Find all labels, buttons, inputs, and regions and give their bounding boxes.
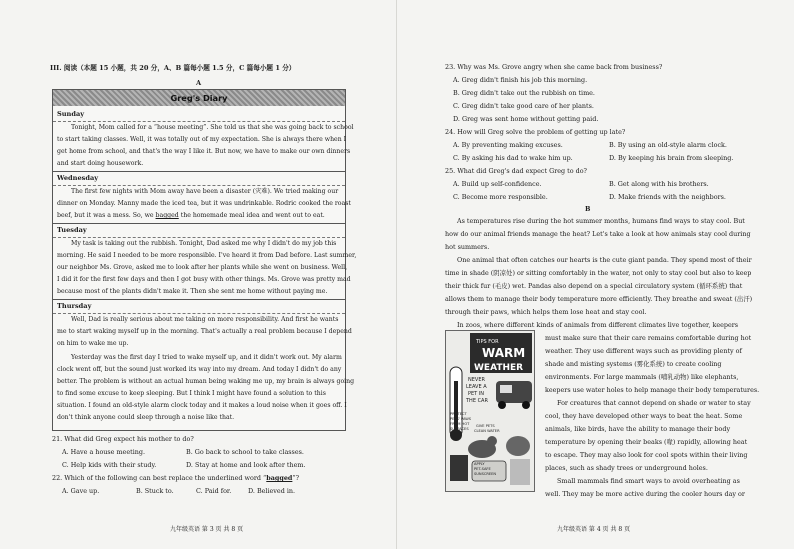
fan-icon [510,459,530,485]
diary-line: dinner on Monday. Manny made the iced tea, but it was undrinkable. Rodric cooked the roast [57,200,351,207]
passage-a-label: A [195,79,202,87]
passage-b-wrap-line: temperature by opening their beaks (喙) rapidly, allowing heat [545,438,748,446]
diary-day-sunday: Sunday [57,110,85,118]
poster-note2: LEAVE A [466,384,487,390]
option-22b[interactable]: B. Stuck to. [136,487,174,495]
option-23b[interactable]: B. Greg didn't take out the rubbish on time. [453,89,595,97]
divider [53,185,345,186]
poster-note8: SURFACES [450,427,469,431]
diary-line: clock went off, but the sound just worked its way into my dream. And today I didn't do any [57,366,342,373]
divider [53,237,345,238]
poster-line1: TIPS FOR [476,339,499,345]
option-23a[interactable]: A. Greg didn't finish his job this morning. [453,76,588,84]
diary-line: The first few nights with Mom away have been a disaster (灾难). We tried making our [71,188,339,195]
diary-day-tuesday: Tuesday [57,226,87,234]
passage-b-wrap-line: Small mammals find smart ways to avoid overheating as [557,477,740,485]
option-25c[interactable]: C. Become more responsible. [453,193,548,201]
diary-title: Greg's Diary [170,93,228,103]
option-22a[interactable]: A. Gave up. [62,487,100,495]
diary-title-bar [53,90,345,106]
gregs-diary-box [52,89,357,431]
diary-line: better. The problem is without an actual human being waking me up, my brain is always going [57,378,355,385]
poster-note1: NEVER [468,377,485,383]
underlined-word: bagged [155,212,179,219]
passage-b-line: how do our animal friends manage the heat? Let's take a look at how animals stay cool during [445,230,751,238]
poster-note10: CLEAN WATER [474,429,500,433]
passage-b-line: hot summers. [445,243,490,251]
diary-day-wednesday: Wednesday [57,174,99,182]
passage-b-line: time in shade (阴凉处) or sitting comfortably in the water, not only to stay cool but also to keep [445,269,752,277]
diary-line: and start doing housework. [57,160,144,167]
question-24: 24. How will Greg solve the problem of getting up late? [445,128,626,136]
passage-b-wrap-line: environments. For large mammals (哺乳动物) like elephants, [545,373,739,381]
passage-b-wrap-line: places, such as shady trees or underground holes. [545,464,708,472]
poster-illustration [446,331,534,491]
poster-note13: SUNSCREEN [474,472,497,476]
diary-line-bagged [57,212,325,220]
poster-line2: WARM [482,346,526,360]
divider [53,121,345,122]
option-25d[interactable]: D. Make friends with the neighbors. [609,193,726,201]
passage-b-line: their thick fur (毛皮) wet. Pandas also depend on a special circulatory system (循环系统) that [445,282,743,290]
diary-line: on him to wake me up. [57,340,129,347]
diary-line: to start taking classes. Well, it was totally out of my expectation. She is always there when I [57,136,347,143]
underlined-word: bagged [266,474,293,482]
warm-weather-poster [445,330,535,492]
passage-b-line: through their paws, which helps them lose heat and stay cool. [445,308,647,316]
option-21d[interactable]: D. Stay at home and look after them. [186,461,306,469]
diary-day-thursday: Thursday [57,302,92,310]
diary-line: because most of the plants didn't make it. Then she sent me home without paying me. [57,288,328,295]
text-span: beef, but it was a mess. So, we [57,212,156,219]
passage-b-wrap-line: to escape. They may also look for cool spots within their living [545,451,748,459]
option-21a[interactable]: A. Have a house meeting. [62,448,145,456]
option-22d[interactable]: D. Believed in. [248,487,296,495]
question-22 [52,474,299,482]
passage-b-line: As temperatures rise during the hot summer months, humans find ways to stay cool. But [457,217,745,225]
diary-line: me to start waking myself up in the morning. That's actually a real problem because I depend [57,328,352,335]
passage-b-wrap-line: keepers use water holes to help manage their body temperatures. [545,386,760,394]
passage-b-label: B [585,205,591,213]
option-22c[interactable]: C. Paid for. [196,487,232,495]
passage-b-line: One animal that often catches our hearts is the cute giant panda. They spend most of their [457,256,752,264]
cat-icon [506,436,530,456]
diary-line: don't think anyone could sleep through a noise like that. [57,414,235,421]
divider [53,299,345,300]
poster-note6: PETS' PAWS [450,417,472,421]
option-21b[interactable]: B. Go back to school to take classes. [186,448,304,456]
diary-line: situation. I found an old-style alarm clock today and it makes a loud noise when it goes off. I [57,402,347,409]
option-21c[interactable]: C. Help kids with their study. [62,461,157,469]
poster-note4: THE CAR [466,398,488,404]
option-23c[interactable]: C. Greg didn't take good care of her plants. [453,102,594,110]
question-23: 23. Why was Ms. Grove angry when she came back from business? [445,63,663,71]
option-24a[interactable]: A. By preventing making excuses. [453,141,563,149]
diary-line: Well, Dad is really serious about me taking on more responsibility. And first he wants [71,316,339,323]
passage-b-wrap-line: For creatures that cannot depend on shade or water to stay [557,399,751,407]
diary-line: get home from school, and that's the way I like it. But now, we have to make our own dinners [57,148,351,155]
divider [53,171,345,172]
diary-line: to find some excuse to keep sleeping. But I think I might have found a solution to this [57,390,326,397]
option-25a[interactable]: A. Build up self-confidence. [453,180,542,188]
diary-line: I did it for the first few days and then I got busy with other things. Ms. Grove was pretty mad [57,276,351,283]
poster-note3: PET IN [468,391,485,397]
option-24d[interactable]: D. By keeping his brain from sleeping. [609,154,734,162]
question-21: 21. What did Greg expect his mother to do? [52,435,194,443]
passage-b-wrap-line: well. They may be more active during the cooler hours day or [545,490,745,498]
option-24c[interactable]: C. By asking his dad to wake him up. [453,154,573,162]
page-footer-4: 九年级英语 第 4 页 共 8 页 [557,526,631,533]
text-span: 22. Which of the following can best replace the underlined word “ [52,474,267,482]
question-25: 25. What did Greg's dad expect Greg to do? [445,167,587,175]
diary-line: our neighbor Ms. Grove, asked me to look after her plants while she went on business. Well, [57,264,348,271]
passage-b-wrap-line: cool, they have developed other ways to beat the heat. Some [545,412,743,420]
option-23d[interactable]: D. Greg was sent home without getting paid. [453,115,599,123]
diary-line: My task is taking out the rubbish. Tonight, Dad asked me why I didn't do my job this [71,240,337,247]
text-span: ”? [292,474,300,482]
passage-b-line: In zoos, where different kinds of animals from different climates live together, keepers [457,321,739,329]
passage-b-wrap-line: animals, like birds, have the ability to manage their body [545,425,731,433]
poster-note11: APPLY [474,462,485,466]
divider [53,223,345,224]
passage-b-wrap-line: shade and misting systems (雾化系统) to create cooling [545,360,722,368]
diary-line: Yesterday was the first day I tried to wake myself up, and it didn't work out. My alarm [71,354,342,361]
page-footer-3: 九年级英语 第 3 页 共 8 页 [170,526,244,533]
poster-note9: GIVE PETS [476,424,495,428]
diary-line: Tonight, Mom called for a “house meeting”. She told us that she was going back to school [71,124,354,131]
diary-line: morning. He said I needed to be more responsible. I've heard it from Dad before. Last summer, [57,252,357,259]
passage-b-wrap-line: must make sure that their care remains comfortable during hot [545,334,752,342]
passage-b-wrap-line: weather. They use different ways such as providing plenty of [545,347,742,355]
option-24b[interactable]: B. By using an old-style alarm clock. [609,141,727,149]
option-25b[interactable]: B. Get along with his brothers. [609,180,709,188]
divider [53,313,345,314]
sunscreen-bottle-icon [450,455,468,481]
poster-note5: PROTECT [450,412,467,416]
section-heading: III. 阅读（本题 15 小题，共 20 分，A、B 篇每小题 1.5 分，C 篇每小题 1 分） [50,64,296,72]
poster-note7: FROM HOT [450,422,470,426]
poster-note12: PET-SAFE [474,467,491,471]
text-span: the homemade meal idea and went out to eat. [178,212,325,219]
passage-b-line: allows them to manage their body temperature more efficiently. They breathe and sweat (出汗) [445,295,753,303]
poster-line3: WEATHER [474,363,524,373]
